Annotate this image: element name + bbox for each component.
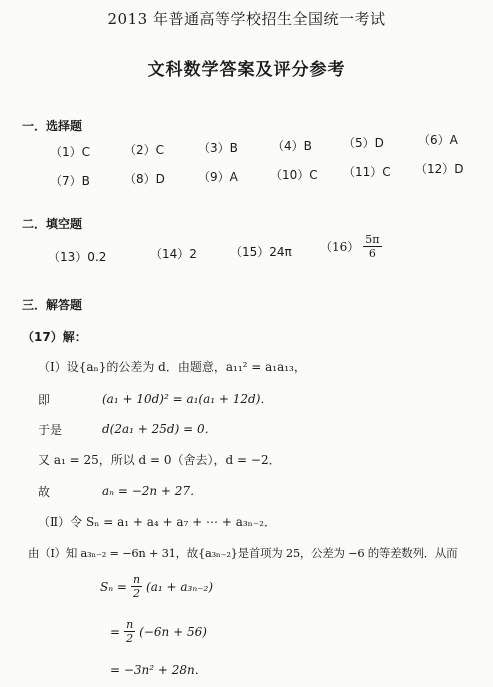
question-17-label: （17）解： [22,330,87,344]
answer-key-title: 文科数学答案及评分参考 [147,60,346,80]
fraction [124,618,135,645]
equation-lhs: Sₙ = [100,579,127,594]
solution-line-6: （Ⅱ）令 Sₙ = a₁ + a₄ + a₇ + ⋯ + a₃ₙ₋₂． [38,515,276,529]
solution-line-4: 又 a₁ = 25，所以 d = 0（舍去），d = −2． [38,453,281,467]
fill-answer-16-label: （16） [320,240,360,254]
choice-answer: （4）B [272,139,312,153]
section-multiple-choice: 一．选择题 [22,119,83,133]
choice-answer: （3）B [198,141,238,155]
solution-line-3-label: 于是 [38,423,63,437]
solution-line-5-label: 故 [38,485,51,499]
fill-answer-15: （15）24π [230,245,292,259]
choice-answer: （10）C [270,168,318,182]
solution-line-8 [100,573,213,600]
section-fill-in: 二．填空题 [22,217,83,231]
fraction-numerator: n [126,618,134,631]
fill-answer-16 [320,233,382,260]
equation-rhs: (−6n + 56) [139,624,207,639]
solution-line-1: （Ⅰ）设{aₙ}的公差为 d．由题意，a₁₁² = a₁a₁₃， [38,360,306,374]
choice-answer: （1）C [50,145,91,159]
choice-answer: （6）A [418,133,458,147]
equation-rhs: (a₁ + a₃ₙ₋₂) [146,579,214,594]
fraction-numerator: 5π [365,233,380,246]
solution-line-2: (a₁ + 10d)² = a₁(a₁ + 12d)． [102,392,273,406]
fraction [363,233,381,260]
section-free-response: 三．解答题 [22,298,83,312]
solution-line-9 [110,618,207,645]
equation-lhs: = [110,624,121,639]
choice-answer: （11）C [343,165,391,179]
solution-line-2-label: 即 [38,393,51,407]
exam-title: 2013 年普通高等学校招生全国统一考试 [107,10,386,28]
choice-answer: （2）C [124,143,165,157]
choice-answer: （12）D [415,162,464,176]
solution-line-5: aₙ = −2n + 27． [102,484,203,498]
choice-answer: （5）D [343,136,384,150]
fraction-numerator: n [132,573,141,586]
fraction-denominator: 6 [368,247,376,260]
solution-line-10: = −3n² + 28n． [110,663,207,677]
fill-answer-14: （14）2 [150,247,197,261]
fraction-denominator: 2 [126,632,134,645]
fraction-denominator: 2 [133,587,140,600]
fill-answer-13: （13）0.2 [48,250,107,264]
fraction [131,573,142,600]
choice-answer: （9）A [198,170,238,184]
solution-line-3: d(2a₁ + 25d) = 0． [102,422,217,436]
choice-answer: （7）B [50,174,90,188]
solution-line-7: 由（Ⅰ）知 a₃ₙ₋₂ = −6n + 31，故{a₃ₙ₋₂}是首项为 25，公差为 −6 的等差数列．从而 [28,546,458,560]
choice-answer: （8）D [124,172,165,186]
